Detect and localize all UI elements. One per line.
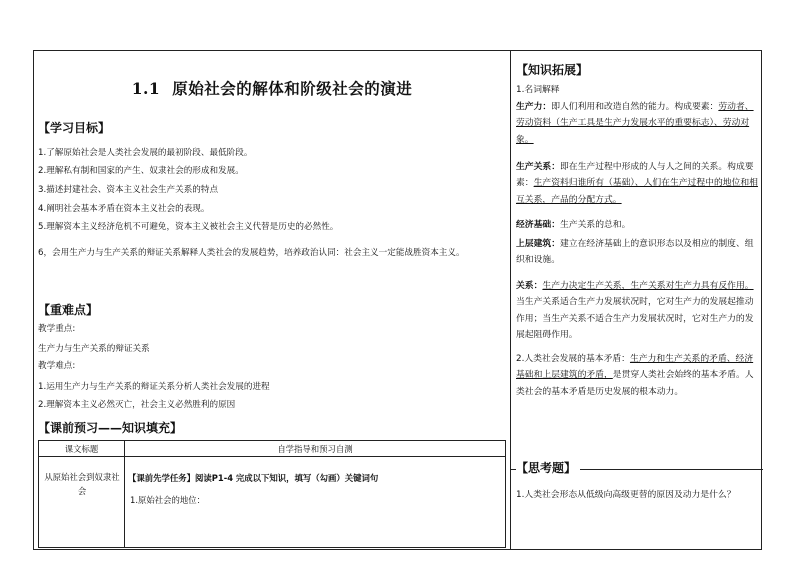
objective-item: 1.了解原始社会是人类社会发展的最初阶段、最低阶段。	[38, 148, 253, 158]
superstructure-definition: 上层建筑：建立在经济基础上的意识形态以及相应的制度、组织和设施。	[516, 239, 754, 266]
relation-key-sentence: 生产力决定生产关系，生产关系对生产力具有反作用。	[542, 281, 754, 291]
title-text: 原始社会的解体和阶级社会的演进	[172, 79, 413, 98]
page-title	[34, 77, 510, 99]
difficulty-label: 教学难点:	[38, 361, 76, 371]
key-points-heading: 【重难点】	[38, 303, 99, 317]
preview-question: 1.原始社会的地位：	[130, 495, 205, 505]
left-column	[34, 51, 510, 549]
preview-task: 【课前先学任务】阅读P1-4 完成以下知识，填写（勾画）关键词句	[128, 473, 379, 483]
productivity-term: 生产力：	[516, 102, 552, 112]
table-header-guide: 自学指导和预习自测	[277, 444, 353, 454]
base-term: 经济基础：	[516, 220, 560, 230]
basic-contradiction: 2.人类社会发展的基本矛盾：生产力和生产关系的矛盾、经济基础和上层建筑的矛盾，是贯穿人类社会始终的基本矛盾。人类社会的基本矛盾是历史发展的根本动力。	[516, 354, 754, 397]
difficulty-item: 2.理解资本主义必然灭亡，社会主义必然胜利的原因	[38, 400, 236, 410]
objective-item: 6，会用生产力与生产关系的辩证关系解释人类社会的发展趋势，培养政治认同：社会主义一定能战胜资本主义。	[38, 248, 465, 258]
focus-item: 生产力与生产关系的辩证关系	[38, 344, 150, 354]
base-definition: 经济基础：生产关系的总和。	[516, 220, 631, 230]
difficulty-item: 1.运用生产力与生产关系的辩证关系分析人类社会发展的进程	[38, 382, 270, 392]
focus-label: 教学重点:	[38, 324, 76, 334]
title-number: 1.1	[131, 79, 161, 98]
productivity-definition: 生产力：即人们利用和改造自然的能力。构成要素：劳动者、劳动资料（生产工具是生产力发展水平的重要标志）、劳动对象。	[516, 102, 754, 145]
worksheet-frame	[33, 50, 762, 550]
superstructure-term: 上层建筑：	[516, 239, 560, 249]
relation-explanation: 关系：生产力决定生产关系，生产关系对生产力具有反作用。当生产关系适合生产力发展状况时，它对生产力的发展起推动作用；当生产关系不适合生产力发展状况时，它对生产力的发展起阻碍作用。	[516, 281, 754, 341]
productivity-elements: 劳动者、劳动资料（生产工具是生产力发展水平的重要标志）、劳动对象。	[516, 102, 754, 145]
extension-heading: 【知识拓展】	[516, 63, 589, 77]
preview-heading: 【课前预习——知识填充】	[38, 421, 183, 435]
thinking-heading: 【思考题】	[516, 459, 580, 476]
table-header-title: 课文标题	[64, 444, 99, 454]
objectives-heading: 【学习目标】	[38, 121, 111, 135]
extension-intro: 1.名词解释	[516, 85, 560, 95]
table-header-line	[39, 456, 505, 457]
relations-elements: 生产资料归谁所有（基础）、人们在生产过程中的地位和相互关系，产品的分配方式。	[516, 178, 758, 205]
preview-table	[38, 440, 506, 548]
relations-term: 生产关系：	[516, 162, 560, 172]
objective-item: 3.描述封建社会、资本主义社会生产关系的特点	[38, 185, 219, 195]
objective-item: 4.阐明社会基本矛盾在资本主义社会的表现。	[38, 204, 210, 214]
relation-term: 关系：	[516, 281, 543, 291]
objective-item: 2.理解私有制和国家的产生、奴隶社会的形成和发展。	[38, 166, 244, 176]
right-column	[511, 51, 763, 549]
thinking-question: 1.人类社会形态从低级向高级更替的原因及动力是什么？	[516, 490, 736, 500]
contradiction-key-phrase: 生产力和生产关系的矛盾、经济基础和上层建筑的矛盾，	[516, 354, 754, 381]
relations-definition: 生产关系：即在生产过程中形成的人与人之间的关系。构成要素：生产资料归谁所有（基础）、人们在生产过程中的地位和相互关系，产品的分配方式。	[516, 162, 758, 205]
objective-item: 5.理解资本主义经济危机不可避免，资本主义被社会主义代替是历史的必然性。	[38, 222, 339, 232]
lesson-title-cell: 从原始社会到奴隶社会	[44, 472, 120, 496]
